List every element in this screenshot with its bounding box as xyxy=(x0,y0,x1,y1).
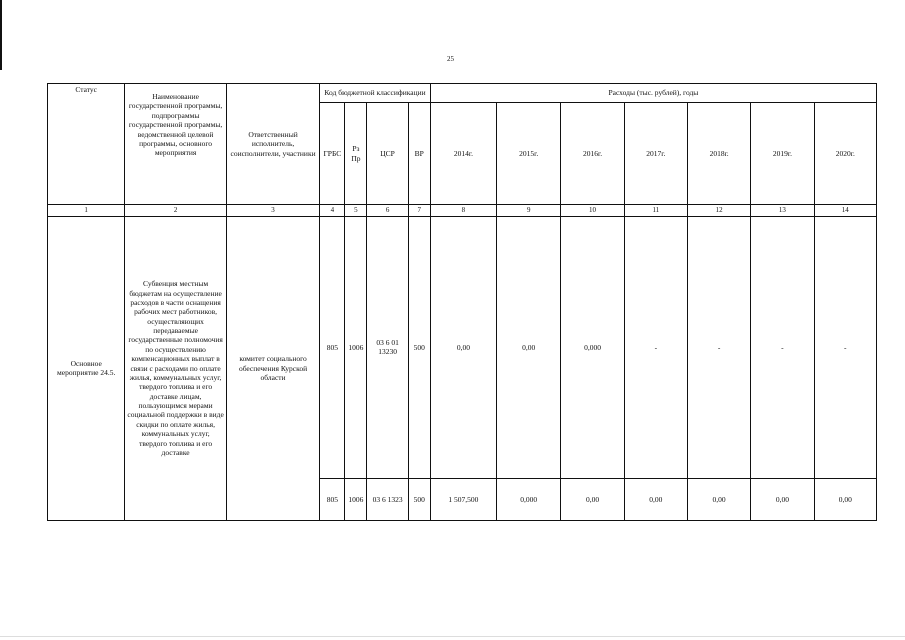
column-number: 10 xyxy=(561,205,624,217)
header-year: 2014г. xyxy=(430,103,496,205)
header-year: 2015г. xyxy=(497,103,561,205)
cell-value: - xyxy=(687,216,750,478)
column-number: 3 xyxy=(226,205,319,217)
cell-value: 0,00 xyxy=(624,478,687,520)
row-name: Субвенция местным бюджетам на осуществление расходов в части оснащения рабочих мест работников, осуществляющих передаваемые государственные полномочия по осуществлению компенсационных выплат в связи с расходами по оплате жилья, коммунальных услуг, твердого топлива и его доставке лицам, пользующимся мерами социальной поддержки в виде скидки по оплате жилья, коммунальных услуг, твердого топлива и его доставке xyxy=(125,216,226,520)
header-responsible: Ответственный исполнитель, соисполнители, участники xyxy=(226,84,319,205)
header-rzpr: Рз Пр xyxy=(345,103,367,205)
column-number: 5 xyxy=(345,205,367,217)
column-number: 4 xyxy=(320,205,345,217)
row-status: Основное мероприятие 24.5. xyxy=(48,216,125,520)
scan-edge-bar xyxy=(0,0,2,70)
header-vr: ВР xyxy=(408,103,430,205)
column-number: 13 xyxy=(751,205,814,217)
cell-value: 1 507,500 xyxy=(430,478,496,520)
cell-vr: 500 xyxy=(408,216,430,478)
column-number-row xyxy=(48,205,877,217)
header-year: 2019г. xyxy=(751,103,814,205)
budget-table xyxy=(47,83,877,521)
cell-grbs: 805 xyxy=(320,216,345,478)
table-row xyxy=(48,216,877,478)
column-number: 7 xyxy=(408,205,430,217)
column-number: 1 xyxy=(48,205,125,217)
column-number: 9 xyxy=(497,205,561,217)
column-number: 12 xyxy=(687,205,750,217)
scan-bottom-edge xyxy=(0,636,905,637)
header-csr: ЦСР xyxy=(367,103,408,205)
cell-value: 0,00 xyxy=(497,216,561,478)
cell-vr: 500 xyxy=(408,478,430,520)
cell-value: - xyxy=(751,216,814,478)
row-responsible: комитет социального обеспечения Курской области xyxy=(226,216,319,520)
cell-value: 0,00 xyxy=(687,478,750,520)
cell-value: 0,00 xyxy=(561,478,624,520)
column-number: 14 xyxy=(814,205,876,217)
cell-grbs: 805 xyxy=(320,478,345,520)
column-number: 8 xyxy=(430,205,496,217)
cell-rzpr: 1006 xyxy=(345,216,367,478)
header-grbs: ГРБС xyxy=(320,103,345,205)
column-number: 6 xyxy=(367,205,408,217)
cell-value: - xyxy=(624,216,687,478)
page-number: 25 xyxy=(447,55,454,63)
header-row-1 xyxy=(48,84,877,103)
header-year: 2016г. xyxy=(561,103,624,205)
cell-csr: 03 6 01 13230 xyxy=(367,216,408,478)
header-year: 2020г. xyxy=(814,103,876,205)
cell-value: 0,00 xyxy=(751,478,814,520)
column-number: 2 xyxy=(125,205,226,217)
header-status: Статус xyxy=(48,84,125,205)
cell-value: 0,000 xyxy=(497,478,561,520)
header-year: 2018г. xyxy=(687,103,750,205)
cell-rzpr: 1006 xyxy=(345,478,367,520)
cell-csr: 03 6 1323 xyxy=(367,478,408,520)
cell-value: 0,00 xyxy=(430,216,496,478)
header-expenses: Расходы (тыс. рублей), годы xyxy=(430,84,876,103)
column-number: 11 xyxy=(624,205,687,217)
cell-value: - xyxy=(814,216,876,478)
header-name: Наименование государственной программы, подпрограммы государственной программы, ведомственной целевой программы, основного мероприятия xyxy=(125,84,226,205)
cell-value: 0,00 xyxy=(814,478,876,520)
header-year: 2017г. xyxy=(624,103,687,205)
cell-value: 0,000 xyxy=(561,216,624,478)
header-budget-code: Код бюджетной классификации xyxy=(320,84,431,103)
